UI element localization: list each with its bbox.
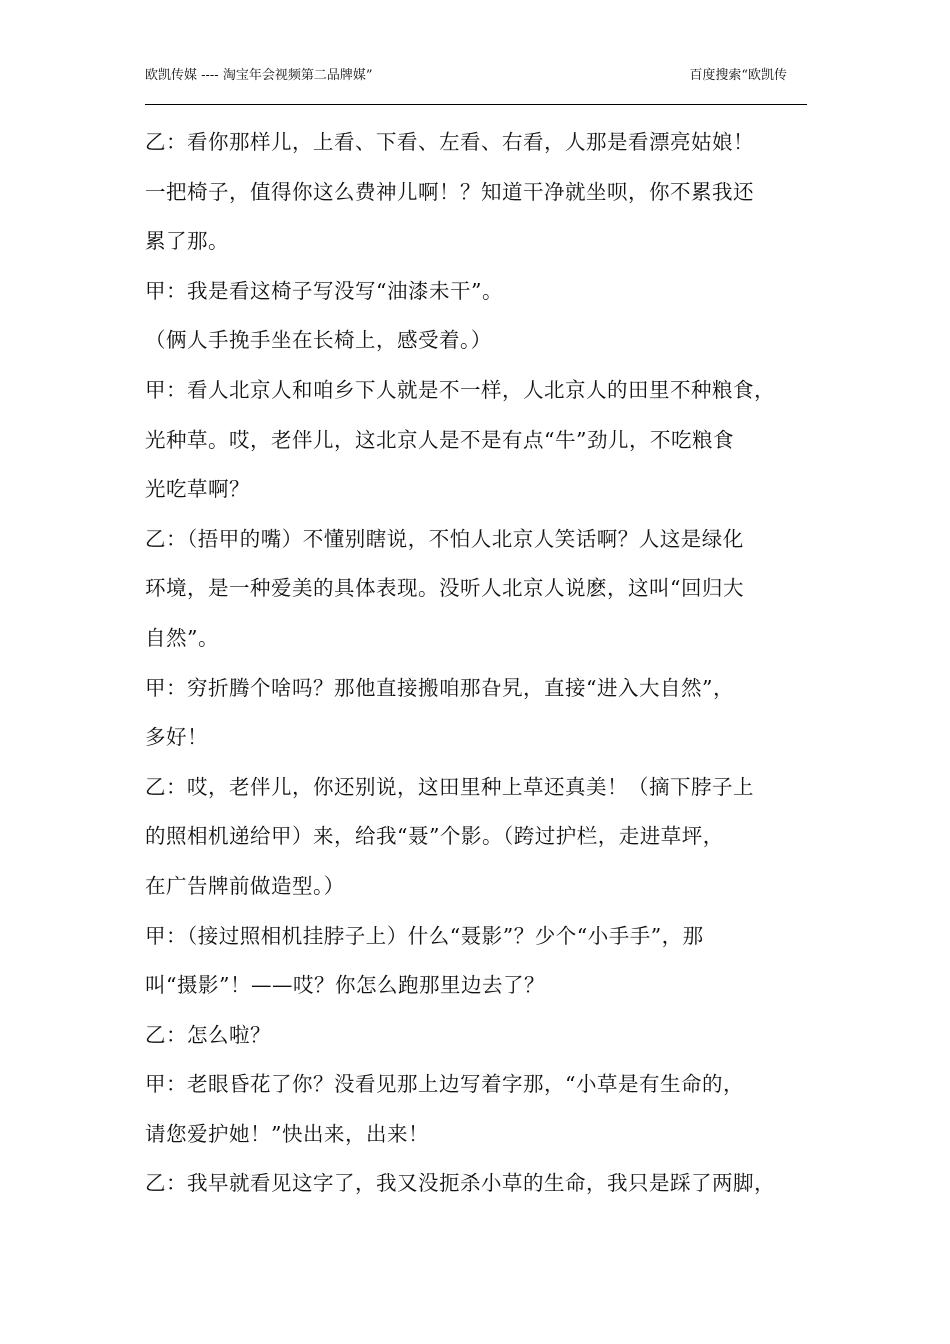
text-line: 甲：看人北京人和咱乡下人就是不一样，人北京人的田里不种粮食， — [145, 377, 775, 402]
text-line: 乙：我早就看见这字了，我又没扼杀小草的生命，我只是踩了两脚， — [145, 1171, 775, 1196]
text-line: 请您爱护她！”快出来，出来！ — [145, 1121, 429, 1146]
text-line: 乙：哎，老伴儿，你还别说，这田里种上草还真美！（摘下脖子上 — [145, 774, 754, 799]
text-line: 自然”。 — [145, 625, 219, 650]
script-body — [145, 124, 810, 1215]
text-line: 甲：老眼昏花了你？没看见那上边写着字那，“小草是有生命的， — [145, 1072, 744, 1097]
text-line: 乙：怎么啦？ — [145, 1022, 271, 1047]
header-left-text: 欧凯传媒 ---- 淘宝年会视频第二品牌媒” — [145, 68, 373, 83]
text-line: 甲：我是看这椅子写没写“油漆未干”。 — [145, 278, 503, 303]
text-line: 累了那。 — [145, 229, 229, 254]
text-line: 多好！ — [145, 725, 208, 750]
text-line: 甲：（接过照相机挂脖子上）什么“聂影”？少个“小手手”，那 — [145, 923, 704, 948]
text-line: 在广告牌前做造型。） — [145, 873, 345, 898]
text-line: 叫“摄影”！——哎？你怎么跑那里边去了？ — [145, 973, 545, 998]
text-line: 一把椅子，值得你这么费神儿啊！？知道干净就坐呗，你不累我还 — [145, 179, 754, 204]
header-right-text: 百度搜索“欧凯传 — [689, 68, 787, 83]
text-line: 甲：穷折腾个啥吗？那他直接搬咱那旮旯，直接“进入大自然”， — [145, 675, 734, 700]
text-line: （俩人手挽手坐在长椅上，感受着。） — [145, 328, 492, 353]
text-line: 环境，是一种爱美的具体表现。没听人北京人说麽，这叫“回归大 — [145, 576, 744, 601]
text-line: 乙：看你那样儿，上看、下看、左看、右看，人那是看漂亮姑娘！ — [145, 130, 754, 154]
text-line: 光种草。哎，老伴儿，这北京人是不是有点“牛”劲儿，不吃粮食 — [145, 427, 734, 452]
text-line: 乙：（捂甲的嘴）不懂别瞎说，不怕人北京人笑话啊？人这是绿化 — [145, 526, 744, 551]
text-line: 光吃草啊？ — [145, 477, 250, 502]
text-line: 的照相机递给甲）来，给我“聂”个影。（跨过护栏，走进草坪， — [145, 824, 724, 849]
page-header — [145, 66, 807, 105]
